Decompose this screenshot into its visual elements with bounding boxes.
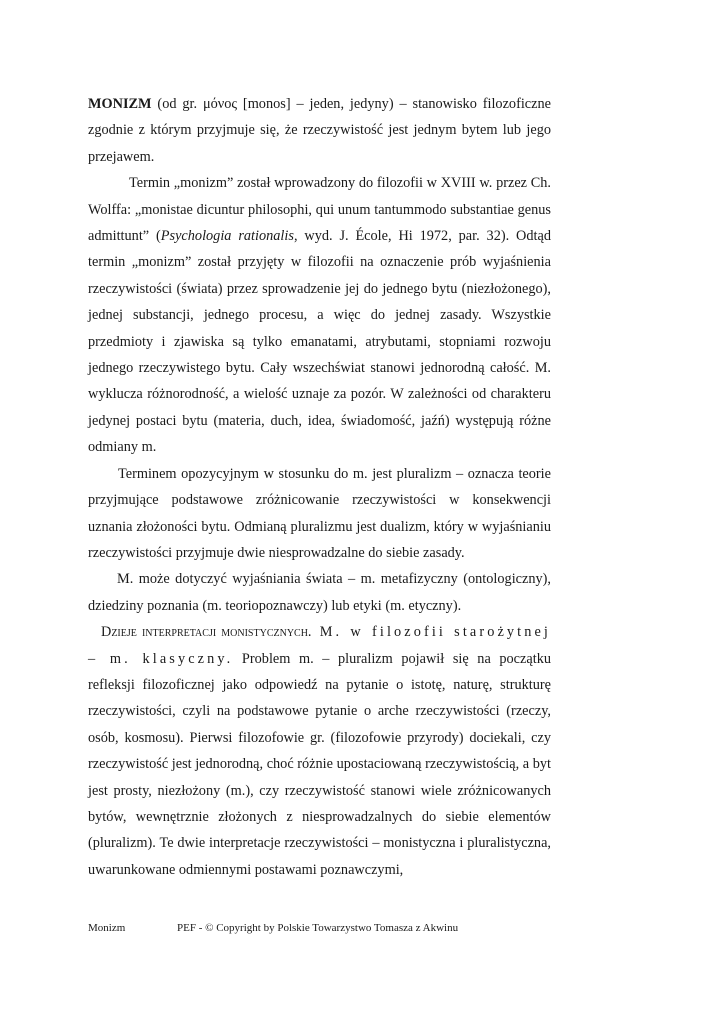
cited-work-title: Psychologia rationalis — [160, 228, 294, 245]
definition-text: (od gr. μόνος [monos] – jeden, jedyny) – stanowisko filozoficzne zgodnie z którym przyjmuje się, że rzeczywistość jest jednym bytem lub jego przejawem. — [88, 96, 551, 165]
entry-term: MONIZM — [88, 96, 152, 112]
article-body — [88, 91, 551, 883]
paragraph-types — [88, 566, 551, 619]
history-text: Problem m. – pluralizm pojawił się na początku refleksji filozoficznej jako odpowiedź na pytanie o istotę, naturę, strukturę rzeczywistości, czyli na podstawowe pytanie o arche rzeczywistości (rzeczy, osób, kosmosu). Pierwsi filozofowie gr. (filozofowie przyrody) dociekali, czy rzeczywistość jest jednorodną, choć różnie upostaciowaną rzeczywistością, a byt jest prosty, niezłożony (m.), czy rzeczywistość stanowi wiele zróżnicowanych bytów, wewnętrznie złożonych z niesprowadzalnych do siebie elementów (pluralizm). Te dwie interpretacje rzeczywistości – monistyczna i pluralistyczna, uwarunkowane odmiennymi postawami poznawczymi, — [88, 650, 551, 878]
subsection-heading: M. w filozofii starożytnej – m. klasyczny. — [88, 624, 551, 667]
section-heading: Dzieje interpretacji monistycznych. — [101, 624, 312, 641]
pluralism-text: Terminem opozycyjnym w stosunku do m. jest pluralizm – oznacza teorie przyjmujące podstawowe zróżnicowanie rzeczywistości w konsekwencji uznania złożoności bytu. Odmianą pluralizmu jest dualizm, który w wyjaśnianiu rzeczywistości przyjmuje dwie niesprowadzalne do siebie zasady. — [88, 465, 551, 561]
paragraph-history — [88, 619, 551, 883]
footer-copyright: PEF - © Copyright by Polskie Towarzystwo Tomasza z Akwinu — [177, 922, 459, 934]
paragraph-definition — [88, 91, 551, 170]
paragraph-pluralism — [88, 461, 551, 567]
etymology-text-a: Termin „monizm” został wprowadzony do filozofii w XVIII w. przez Ch. Wolffa: „monistae dicuntur philosophi, qui unum tantummodo substantiae genus admittunt” ( — [88, 175, 551, 245]
footer-entry-name: Monizm — [88, 922, 126, 934]
page-footer — [88, 922, 459, 934]
types-text: M. może dotyczyć wyjaśniania świata – m. metafizyczny (ontologiczny), dziedziny poznania (m. teoriopoznawczy) lub etyki (m. etyczny). — [88, 571, 551, 614]
etymology-text-b: , wyd. J. École, Hi 1972, par. 32). Odtąd termin „monizm” został przyjęty w filozofii na oznaczenie prób wyjaśnienia rzeczywistości (świata) przez sprowadzenie jej do jednego bytu (niezłożonego), jednej substancji, jednego procesu, a więc do jednej zasady. Wszystkie przedmioty i zjawiska są tylko emanatami, atrybutami, stopniami rozwoju jednego rzeczywistego bytu. Cały wszechświat stanowi jednorodną całość. M. wyklucza różnorodność, a wielość uznaje za pozór. W zależności od charakteru jedynej postaci bytu (materia, duch, idea, świadomość, jaźń) występują różne odmiany m. — [88, 228, 551, 456]
paragraph-etymology — [88, 170, 551, 460]
